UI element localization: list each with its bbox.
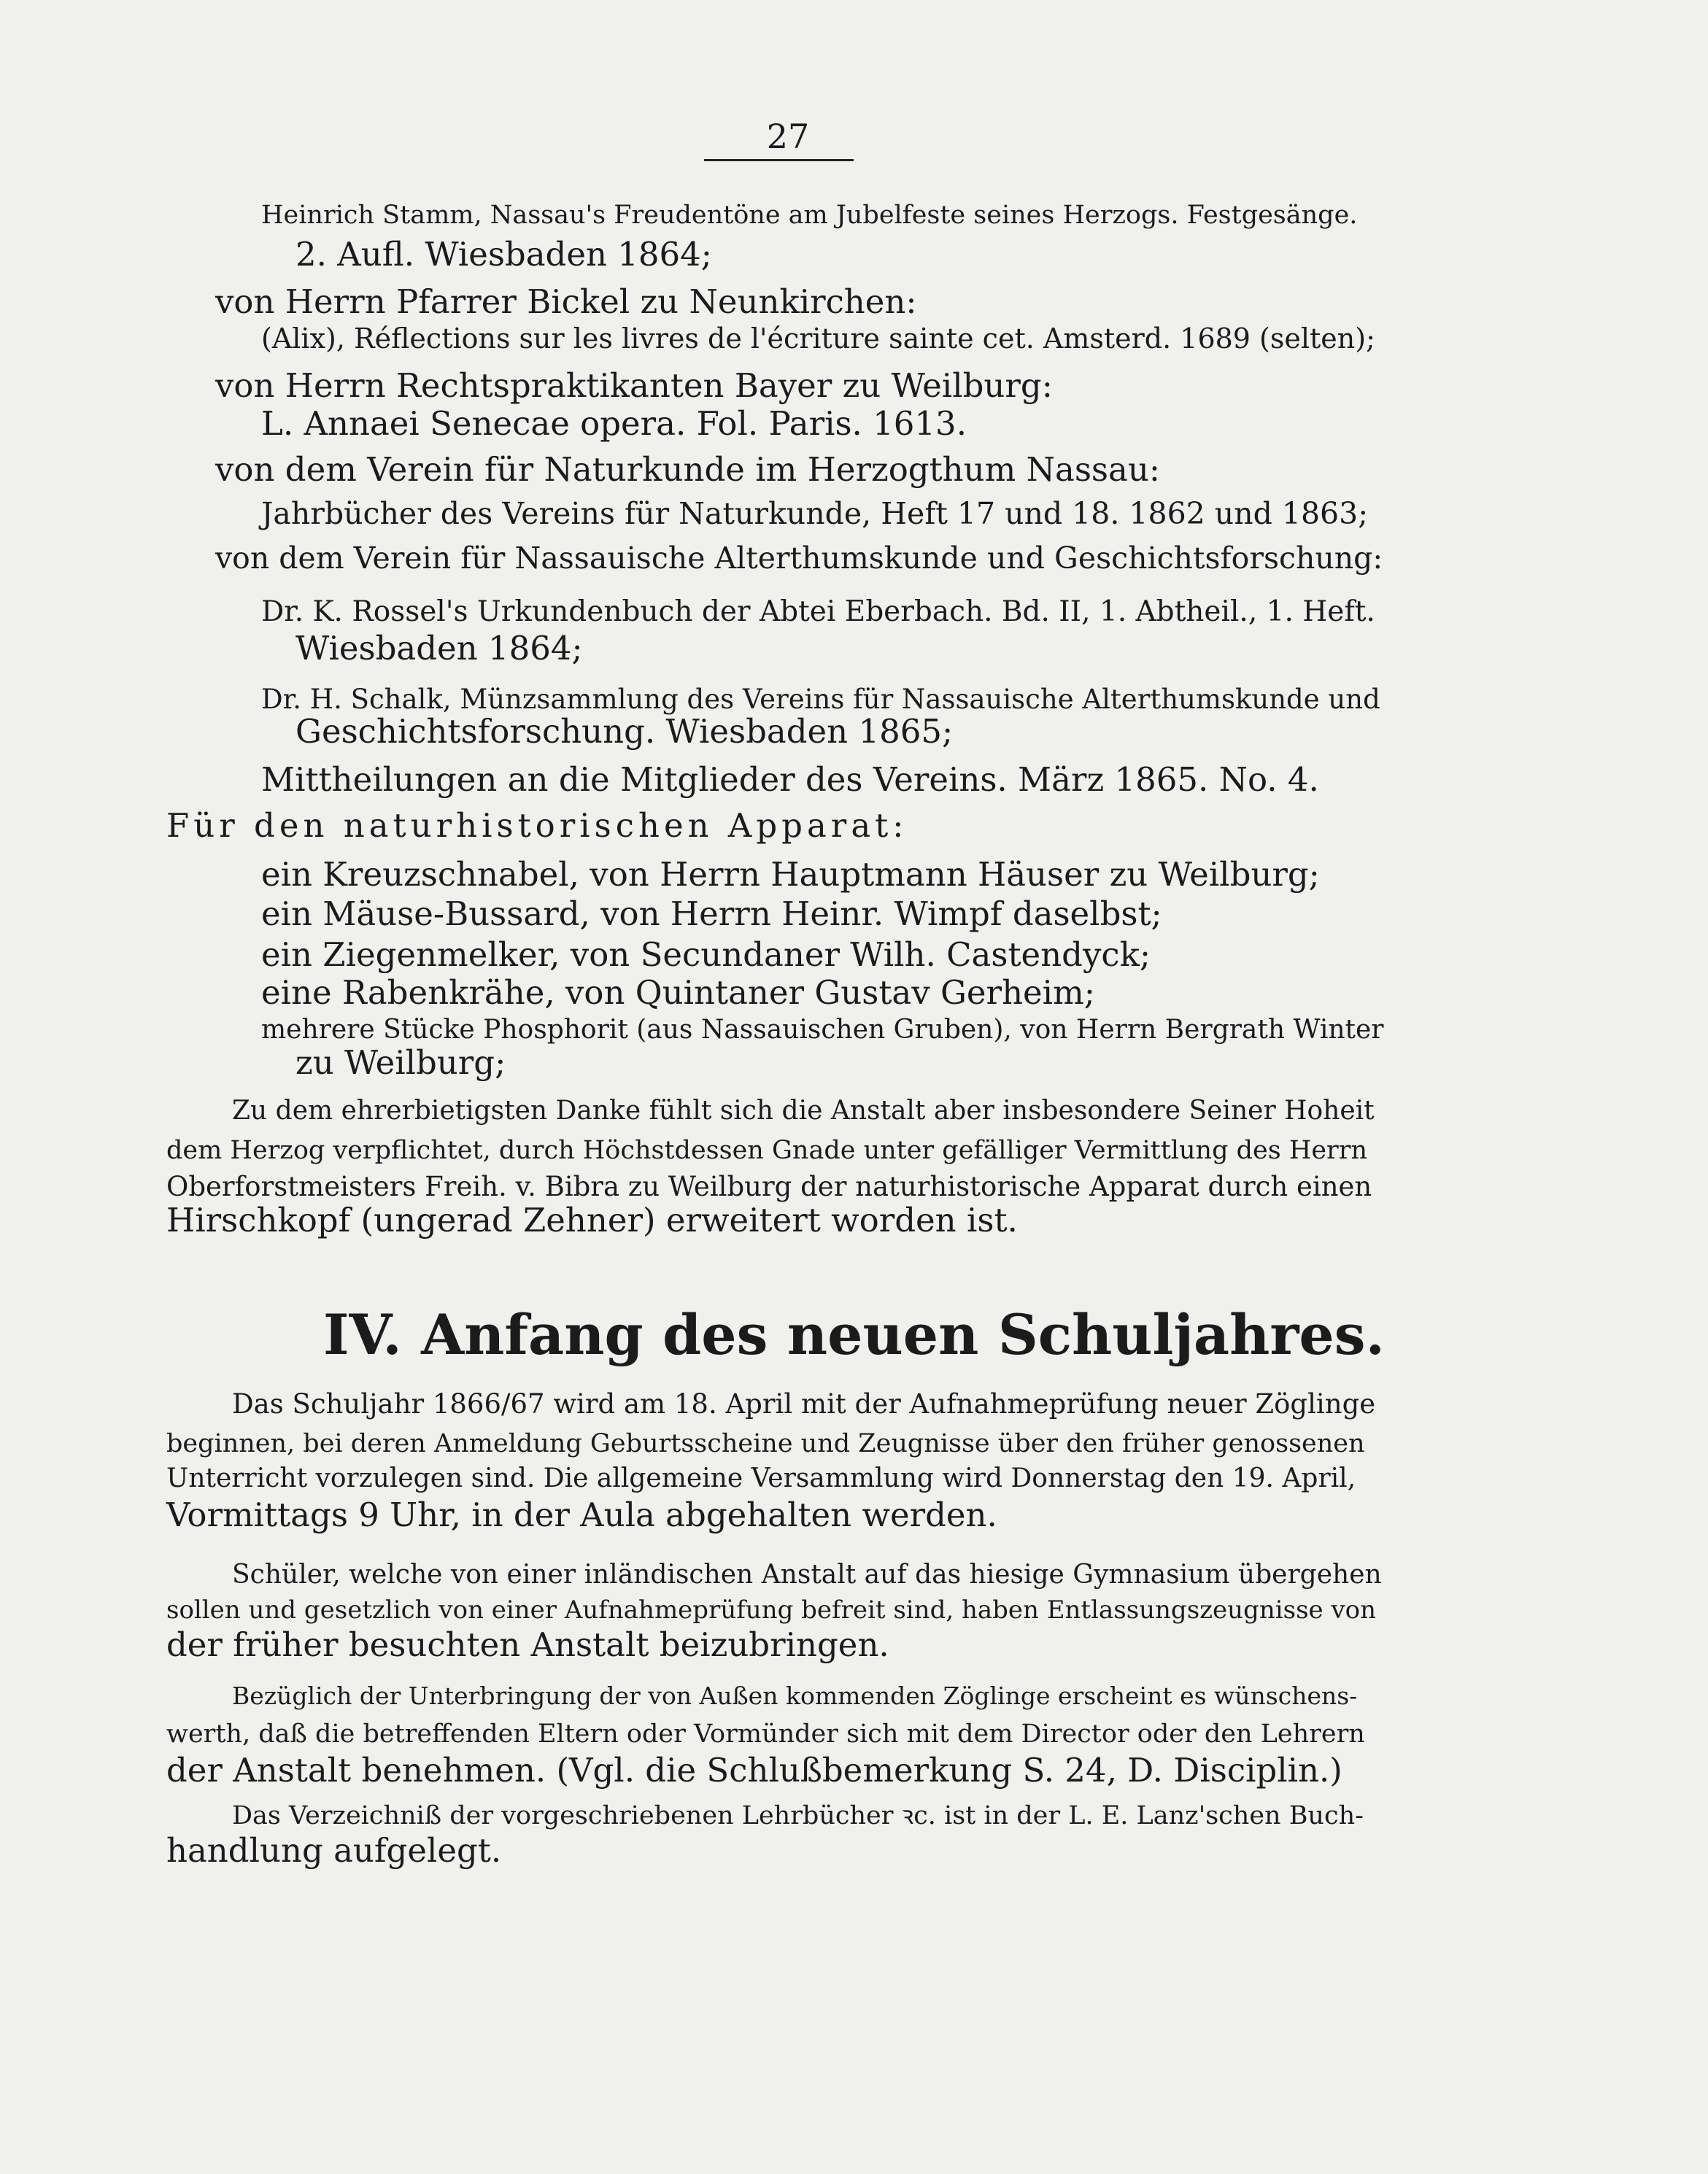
text-line: beginnen, bei deren Anmeldung Geburtsscheine und Zeugnisse über den früher genossenen (166, 1429, 1365, 1458)
text-line: der Anstalt benehmen. (Vgl. die Schlußbemerkung S. 24, D. Disciplin.) (166, 1751, 1342, 1790)
text-line: Dr. H. Schalk, Münzsammlung des Vereins für Nassauische Alterthumskunde und (261, 684, 1380, 715)
text-line: dem Herzog verpflichtet, durch Höchstdessen Gnade unter gefälliger Vermittlung des Herrn (166, 1136, 1368, 1165)
text-line: von Herrn Rechtspraktikanten Bayer zu Weilburg: (215, 366, 1053, 405)
text-line: ein Kreuzschnabel, von Herrn Hauptmann Häuser zu Weilburg; (261, 855, 1320, 894)
text-line: mehrere Stücke Phosphorit (aus Nassauischen Gruben), von Herrn Bergrath Winter (261, 1015, 1384, 1045)
text-line: zu Weilburg; (295, 1043, 506, 1082)
text-line: L. Annaei Senecae opera. Fol. Paris. 1613. (261, 404, 967, 443)
text-line: Jahrbücher des Vereins für Naturkunde, Heft 17 und 18. 1862 und 1863; (261, 496, 1369, 531)
text-line: Hirschkopf (ungerad Zehner) erweitert worden ist. (166, 1201, 1018, 1239)
text-line: Das Schuljahr 1866/67 wird am 18. April mit der Aufnahmeprüfung neuer Zöglinge (232, 1388, 1376, 1420)
text-line: Zu dem ehrerbietigsten Danke fühlt sich die Anstalt aber insbesondere Seiner Hoheit (232, 1096, 1375, 1126)
text-line: Für den naturhistorischen Apparat: (166, 806, 908, 845)
text-line: sollen und gesetzlich von einer Aufnahmeprüfung befreit sind, haben Entlassungszeugnisse von (166, 1595, 1377, 1625)
text-line: handlung aufgelegt. (166, 1831, 502, 1870)
text-line: Oberforstmeisters Freih. v. Bibra zu Weilburg der naturhistorische Apparat durch einen (166, 1171, 1372, 1202)
section-heading: IV. Anfang des neuen Schuljahres. (322, 1302, 1386, 1367)
text-line: eine Rabenkrähe, von Quintaner Gustav Gerheim; (261, 973, 1095, 1012)
text-line: Heinrich Stamm, Nassau's Freudentöne am Jubelfeste seines Herzogs. Festgesänge. (261, 201, 1358, 230)
page-number-rule (704, 159, 854, 161)
text-line: Das Verzeichniß der vorgeschriebenen Lehrbücher ꝛc. ist in der L. E. Lanz'schen Buch- (232, 1801, 1364, 1830)
text-line: Unterricht vorzulegen sind. Die allgemeine Versammlung wird Donnerstag den 19. April, (166, 1463, 1356, 1493)
text-line: der früher besuchten Anstalt beizubringen. (166, 1625, 889, 1664)
text-line: Geschichtsforschung. Wiesbaden 1865; (295, 712, 954, 751)
page-number: 27 (766, 117, 810, 156)
text-line: ein Ziegenmelker, von Secundaner Wilh. Castendyck; (261, 935, 1151, 974)
text-line: 2. Aufl. Wiesbaden 1864; (295, 235, 712, 274)
text-line: Dr. K. Rossel's Urkundenbuch der Abtei Eberbach. Bd. II, 1. Abtheil., 1. Heft. (261, 595, 1375, 628)
text-line: von Herrn Pfarrer Bickel zu Neunkirchen: (215, 282, 917, 321)
text-line: Mittheilungen an die Mitglieder des Vereins. März 1865. No. 4. (261, 760, 1319, 799)
text-line: ein Mäuse-Bussard, von Herrn Heinr. Wimpf daselbst; (261, 894, 1162, 933)
text-line: Vormittags 9 Uhr, in der Aula abgehalten werden. (166, 1496, 997, 1534)
text-line: werth, daß die betreffenden Eltern oder Vormünder sich mit dem Director oder den Lehrern (166, 1720, 1365, 1749)
text-line: Schüler, welche von einer inländischen Anstalt auf das hiesige Gymnasium übergehen (232, 1560, 1382, 1590)
text-line: von dem Verein für Nassauische Alterthumskunde und Geschichtsforschung: (215, 541, 1383, 576)
text-line: Wiesbaden 1864; (295, 629, 583, 668)
text-line: von dem Verein für Naturkunde im Herzogthum Nassau: (215, 450, 1160, 489)
text-line: Bezüglich der Unterbringung der von Außen kommenden Zöglinge erscheint es wünschens- (232, 1682, 1358, 1710)
text-line: (Alix), Réflections sur les livres de l'écriture sainte cet. Amsterd. 1689 (selten); (261, 322, 1375, 355)
